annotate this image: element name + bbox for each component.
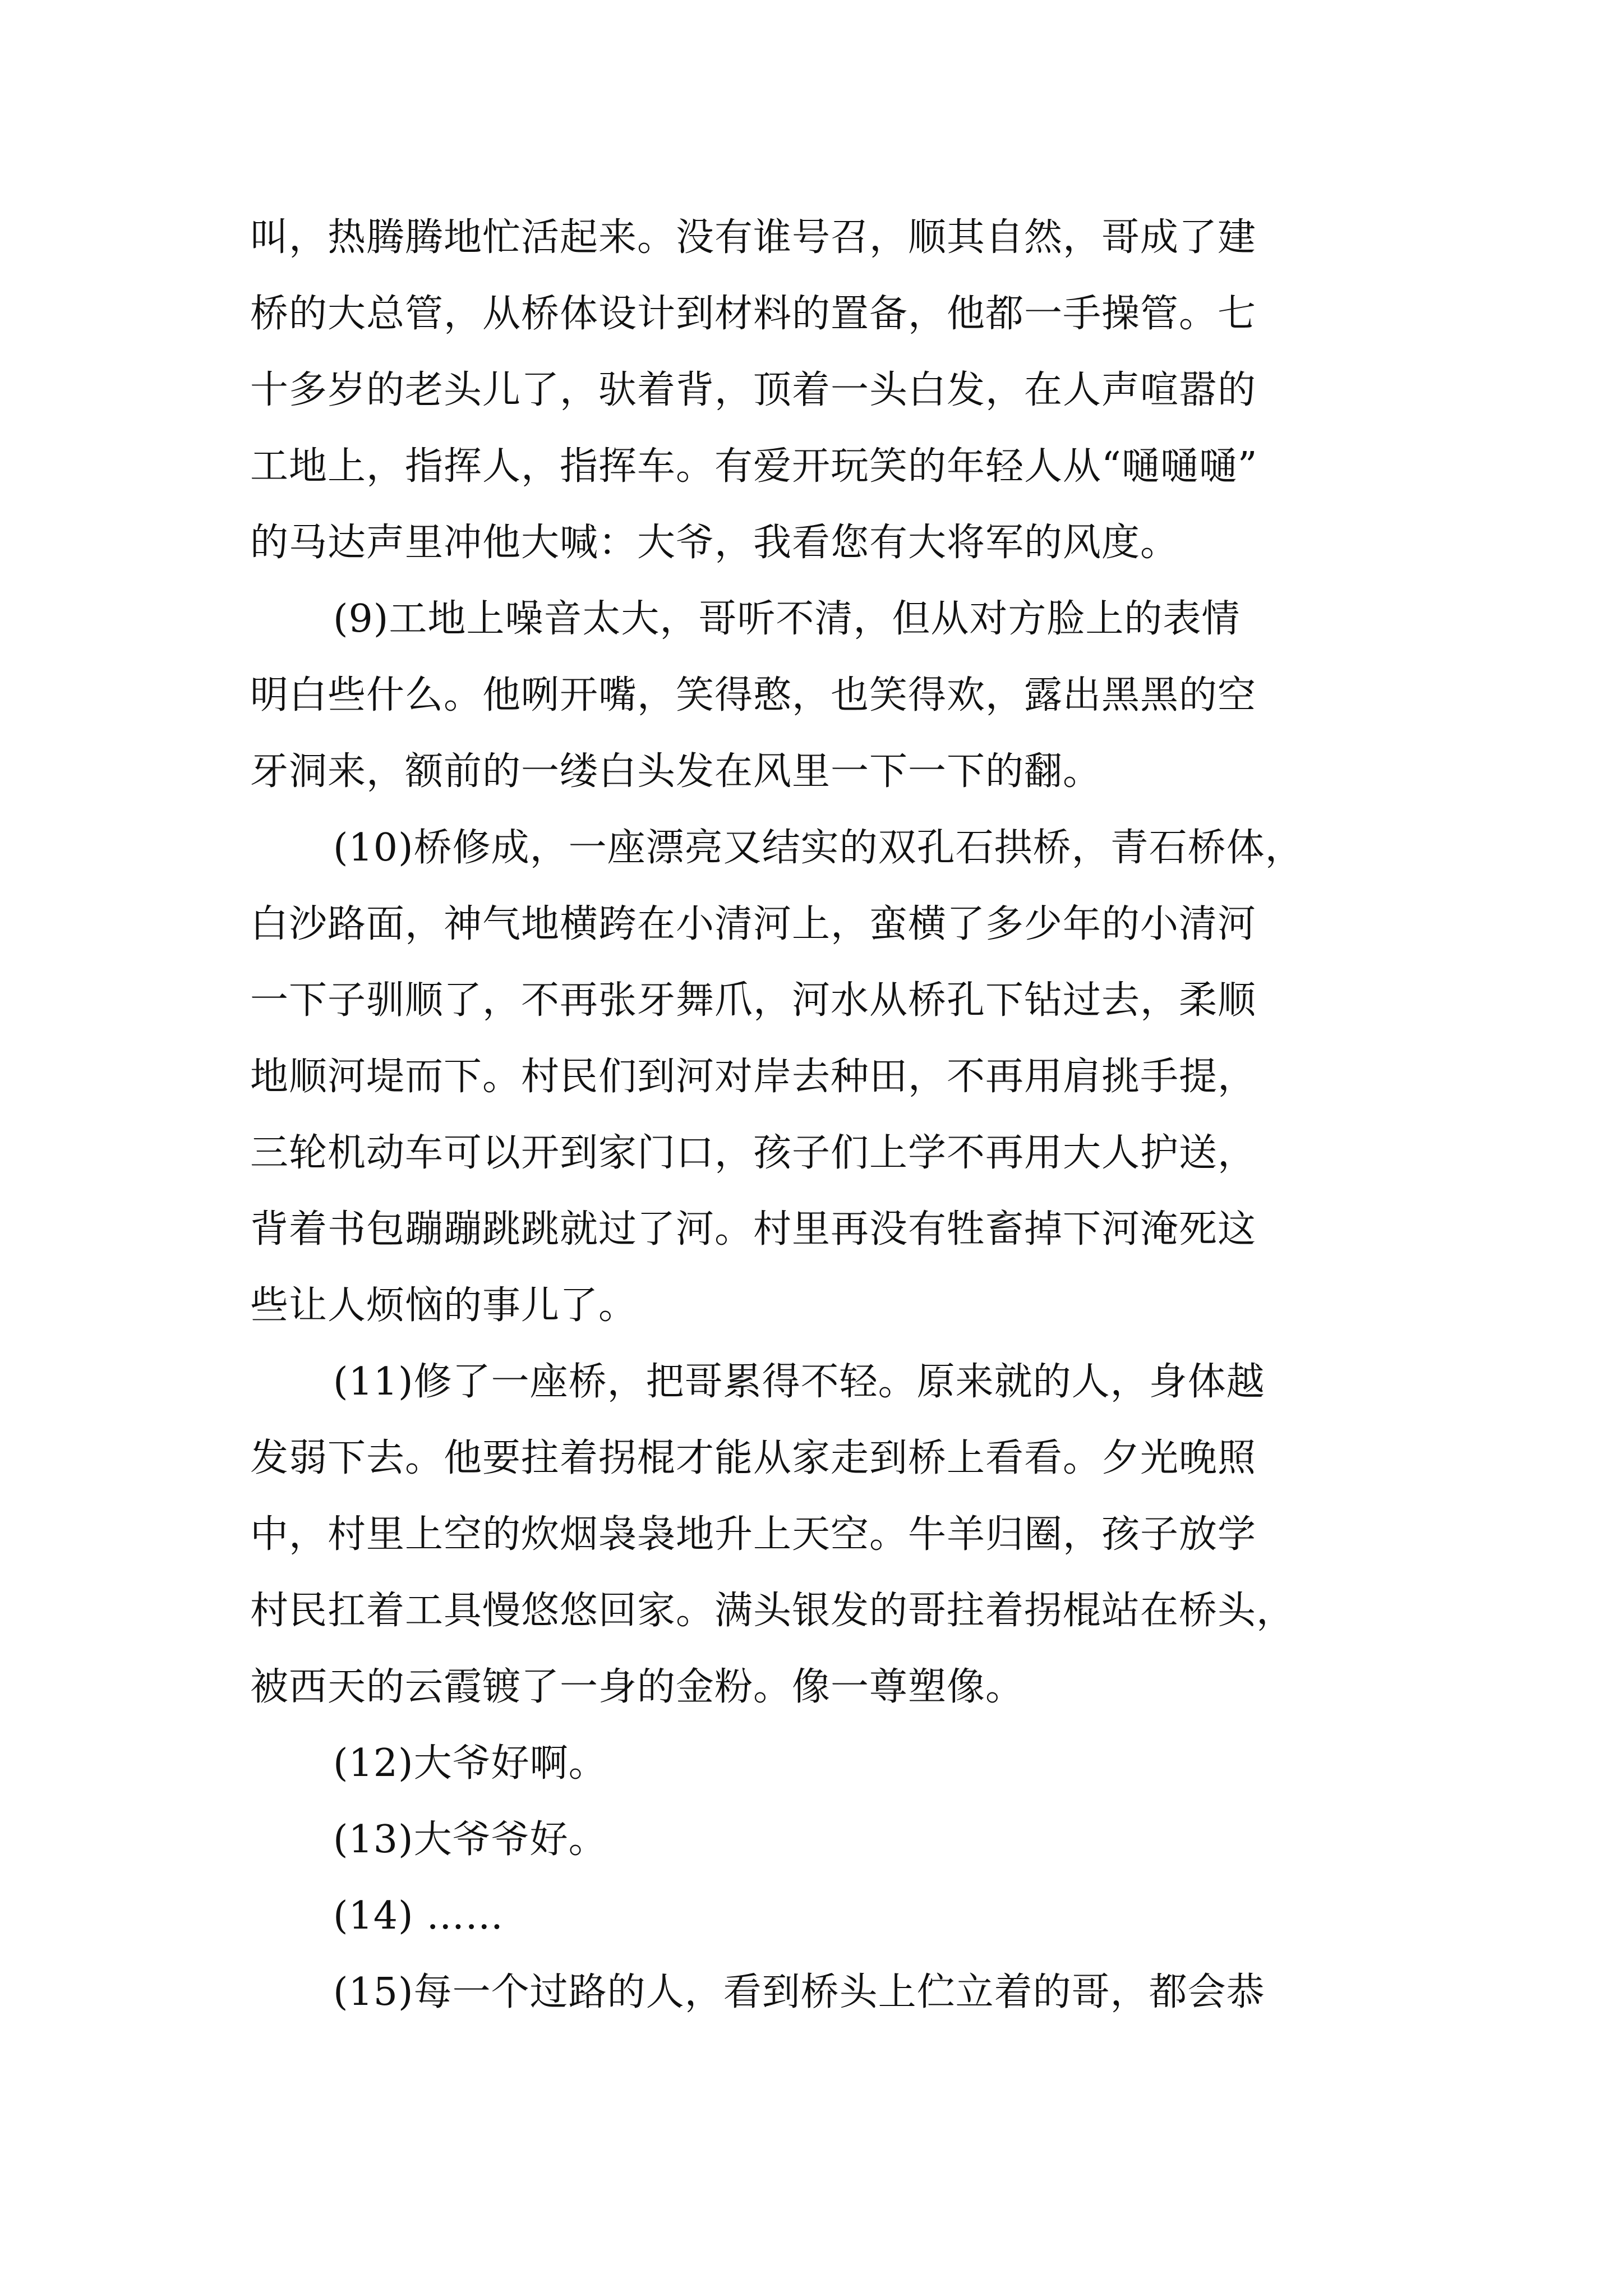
text-line: 背着书包蹦蹦跳跳就过了河。村里再没有牲畜掉下河淹死这 bbox=[250, 1207, 1257, 1251]
text-line: 村民扛着工具慢悠悠回家。满头银发的哥拄着拐棍站在桥头， bbox=[250, 1589, 1295, 1633]
paragraph-13: (13)大爷爷好。 bbox=[333, 1818, 607, 1862]
text-line: 三轮机动车可以开到家门口，孩子们上学不再用大人护送， bbox=[250, 1131, 1257, 1175]
paragraph-14: (14) …… bbox=[333, 1894, 504, 1938]
text-line: 明白些什么。他咧开嘴，笑得憨，也笑得欢，露出黑黑的空 bbox=[250, 673, 1257, 717]
paragraph-12: (12)大爷好啊。 bbox=[333, 1741, 607, 1786]
text-line: 被西天的云霞镀了一身的金粉。像一尊塑像。 bbox=[250, 1665, 1025, 1709]
text-line: 牙洞来，额前的一缕白头发在风里一下一下的翻。 bbox=[250, 749, 1102, 794]
text-line: 十多岁的老头儿了，驮着背，顶着一头白发，在人声喧嚣的 bbox=[250, 368, 1257, 412]
text-line: 白沙路面，神气地横跨在小清河上，蛮横了多少年的小清河 bbox=[250, 902, 1257, 946]
text-line: 发弱下去。他要拄着拐棍才能从家走到桥上看看。夕光晚照 bbox=[250, 1436, 1257, 1480]
text-line: 的马达声里冲他大喊：大爷，我看您有大将军的风度。 bbox=[250, 521, 1179, 565]
text-line: 地顺河堤而下。村民们到河对岸去种田，不再用肩挑手提， bbox=[250, 1055, 1257, 1099]
paragraph-11-start: (11)修了一座桥，把哥累得不轻。原来就的人，身体越 bbox=[333, 1360, 1265, 1404]
text-line: 中，村里上空的炊烟袅袅地升上天空。牛羊归圈，孩子放学 bbox=[250, 1512, 1257, 1557]
text-line: 桥的大总管，从桥体设计到材料的置备，他都一手操管。七 bbox=[250, 292, 1257, 336]
text-line: 工地上，指挥人，指挥车。有爱开玩笑的年轻人从“嗵嗵嗵” bbox=[250, 444, 1258, 489]
text-line: 叫，热腾腾地忙活起来。没有谁号召，顺其自然，哥成了建 bbox=[250, 215, 1257, 260]
paragraph-9-start: (9)工地上噪音太大，哥听不清，但从对方脸上的表情 bbox=[333, 597, 1241, 641]
text-line: 些让人烦恼的事儿了。 bbox=[250, 1283, 638, 1328]
text-line: 一下子驯顺了，不再张牙舞爪，河水从桥孔下钻过去，柔顺 bbox=[250, 978, 1257, 1023]
paragraph-15-start: (15)每一个过路的人，看到桥头上伫立着的哥，都会恭 bbox=[333, 1970, 1265, 2014]
paragraph-10-start: (10)桥修成，一座漂亮又结实的双孔石拱桥，青石桥体， bbox=[333, 826, 1304, 870]
